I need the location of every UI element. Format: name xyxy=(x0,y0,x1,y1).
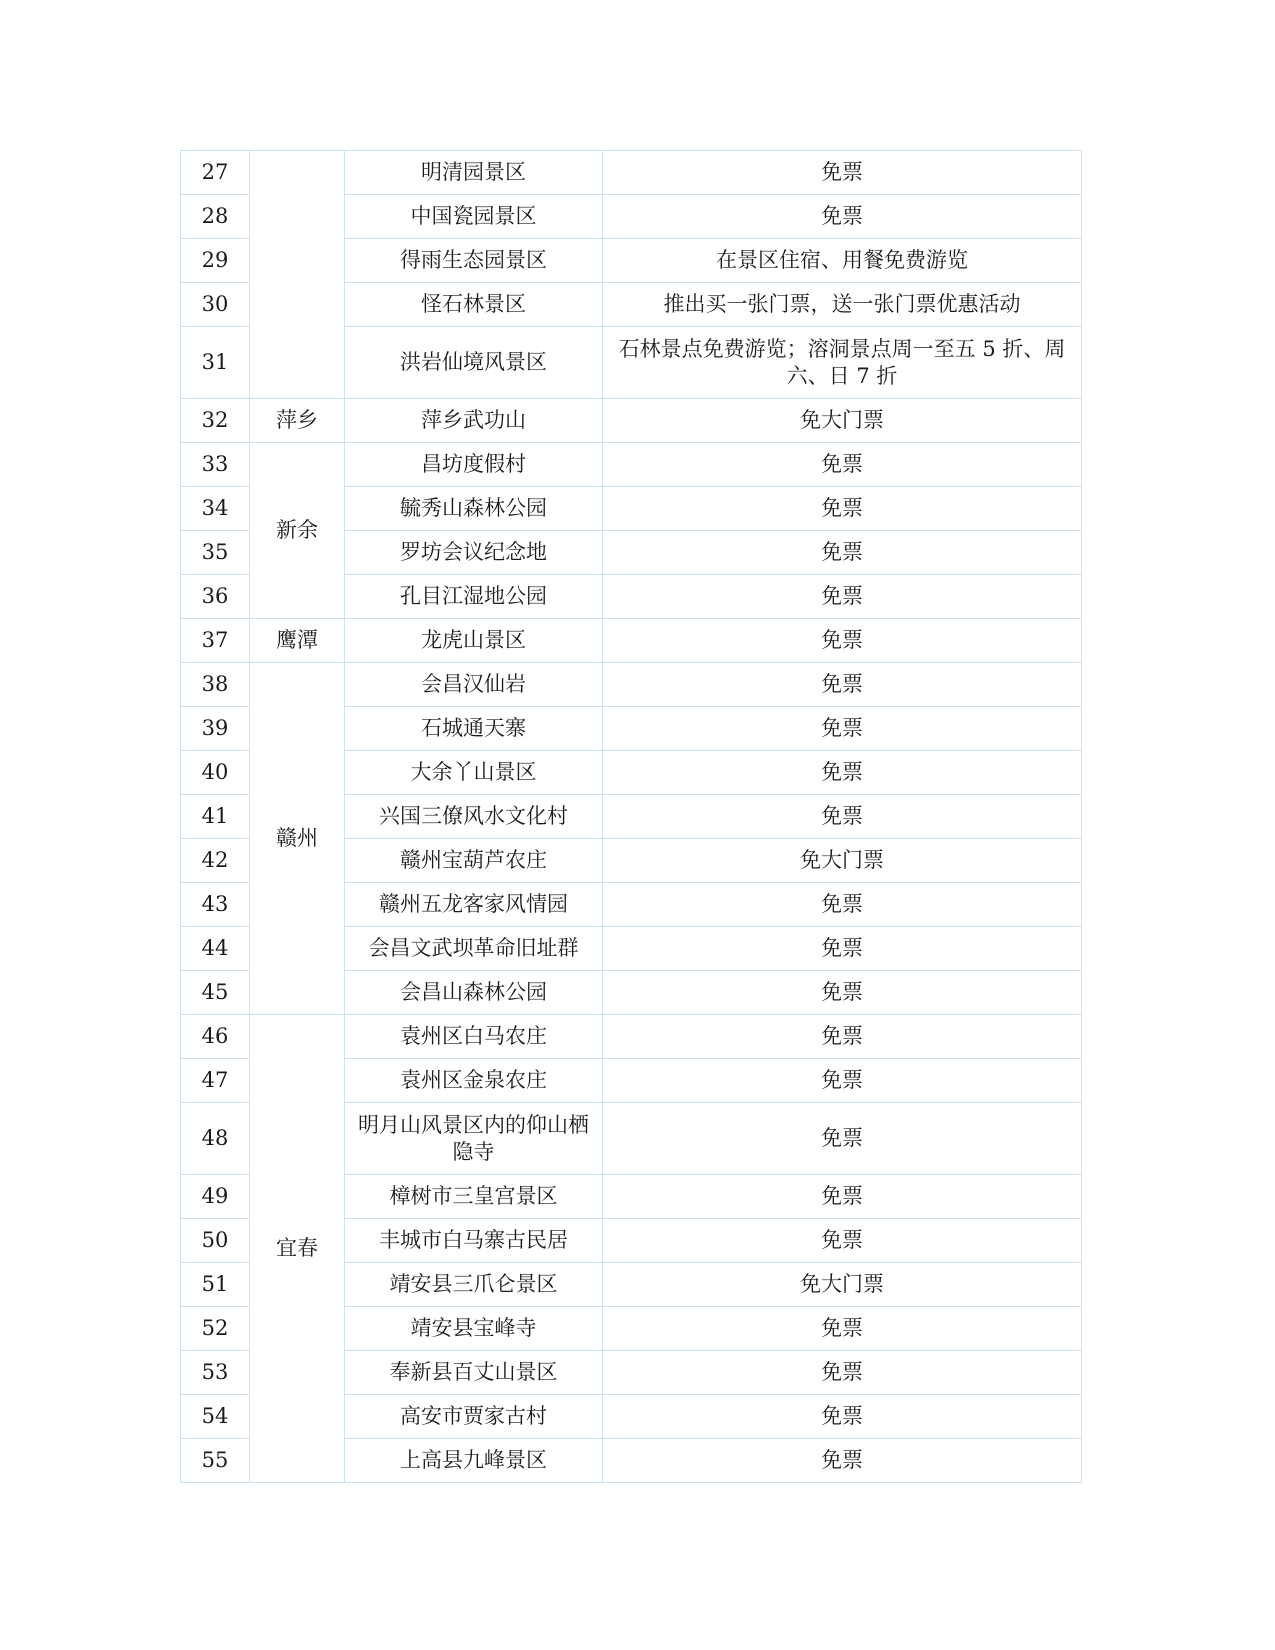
row-number: 30 xyxy=(181,283,250,327)
scenic-spot-name: 孔目江湿地公园 xyxy=(345,575,603,619)
scenic-spot-name: 会昌汉仙岩 xyxy=(345,663,603,707)
scenic-spot-name: 龙虎山景区 xyxy=(345,619,603,663)
table-row xyxy=(181,619,1082,663)
row-number: 37 xyxy=(181,619,250,663)
row-number: 48 xyxy=(181,1103,250,1175)
scenic-spot-name: 赣州宝葫芦农庄 xyxy=(345,839,603,883)
row-number: 42 xyxy=(181,839,250,883)
ticket-policy: 在景区住宿、用餐免费游览 xyxy=(603,239,1082,283)
scenic-spot-name: 会昌文武坝革命旧址群 xyxy=(345,927,603,971)
scenic-spot-name: 洪岩仙境风景区 xyxy=(345,327,603,399)
ticket-policy: 免票 xyxy=(603,751,1082,795)
scenic-spot-name: 奉新县百丈山景区 xyxy=(345,1351,603,1395)
scenic-spot-name: 赣州五龙客家风情园 xyxy=(345,883,603,927)
city-cell: 新余 xyxy=(250,443,345,619)
ticket-policy: 免票 xyxy=(603,531,1082,575)
row-number: 31 xyxy=(181,327,250,399)
row-number: 43 xyxy=(181,883,250,927)
ticket-policy: 免票 xyxy=(603,619,1082,663)
row-number: 45 xyxy=(181,971,250,1015)
ticket-policy: 免大门票 xyxy=(603,399,1082,443)
ticket-policy: 免票 xyxy=(603,795,1082,839)
scenic-spot-name: 兴国三僚风水文化村 xyxy=(345,795,603,839)
row-number: 55 xyxy=(181,1439,250,1483)
row-number: 50 xyxy=(181,1219,250,1263)
scenic-spot-name: 丰城市白马寨古民居 xyxy=(345,1219,603,1263)
row-number: 44 xyxy=(181,927,250,971)
row-number: 32 xyxy=(181,399,250,443)
table-row xyxy=(181,399,1082,443)
ticket-policy: 石林景点免费游览；溶洞景点周一至五 5 折、周六、日 7 折 xyxy=(603,327,1082,399)
table-row xyxy=(181,1015,1082,1059)
row-number: 47 xyxy=(181,1059,250,1103)
scenic-spot-name: 樟树市三皇宫景区 xyxy=(345,1175,603,1219)
ticket-policy: 免票 xyxy=(603,1307,1082,1351)
row-number: 41 xyxy=(181,795,250,839)
row-number: 29 xyxy=(181,239,250,283)
scenic-spot-name: 石城通天寨 xyxy=(345,707,603,751)
table-row xyxy=(181,443,1082,487)
scenic-spot-name: 萍乡武功山 xyxy=(345,399,603,443)
row-number: 34 xyxy=(181,487,250,531)
scenic-spot-name: 靖安县三爪仑景区 xyxy=(345,1263,603,1307)
ticket-policy: 免票 xyxy=(603,1015,1082,1059)
ticket-policy: 免票 xyxy=(603,1103,1082,1175)
ticket-policy: 免票 xyxy=(603,1175,1082,1219)
row-number: 40 xyxy=(181,751,250,795)
row-number: 52 xyxy=(181,1307,250,1351)
city-cell-continued xyxy=(250,151,345,399)
scenic-spot-name: 怪石林景区 xyxy=(345,283,603,327)
row-number: 54 xyxy=(181,1395,250,1439)
ticket-policy: 免票 xyxy=(603,575,1082,619)
city-cell: 鹰潭 xyxy=(250,619,345,663)
row-number: 36 xyxy=(181,575,250,619)
row-number: 38 xyxy=(181,663,250,707)
ticket-policy: 免票 xyxy=(603,151,1082,195)
row-number: 27 xyxy=(181,151,250,195)
ticket-policy: 免大门票 xyxy=(603,1263,1082,1307)
scenic-spot-table xyxy=(180,150,1082,1483)
scenic-spot-name: 会昌山森林公园 xyxy=(345,971,603,1015)
ticket-policy: 免票 xyxy=(603,971,1082,1015)
scenic-spot-name: 高安市贾家古村 xyxy=(345,1395,603,1439)
ticket-policy: 免票 xyxy=(603,487,1082,531)
scenic-spot-name: 靖安县宝峰寺 xyxy=(345,1307,603,1351)
scenic-spot-name: 中国瓷园景区 xyxy=(345,195,603,239)
scenic-spot-name: 袁州区白马农庄 xyxy=(345,1015,603,1059)
ticket-policy: 免票 xyxy=(603,883,1082,927)
ticket-policy: 免票 xyxy=(603,443,1082,487)
row-number: 53 xyxy=(181,1351,250,1395)
table-row xyxy=(181,663,1082,707)
ticket-policy: 免票 xyxy=(603,1395,1082,1439)
ticket-policy: 免票 xyxy=(603,707,1082,751)
scenic-spot-name: 明清园景区 xyxy=(345,151,603,195)
city-cell: 宜春 xyxy=(250,1015,345,1483)
city-cell: 萍乡 xyxy=(250,399,345,443)
scenic-spot-name: 毓秀山森林公园 xyxy=(345,487,603,531)
row-number: 35 xyxy=(181,531,250,575)
table-row xyxy=(181,151,1082,195)
scenic-spot-name: 昌坊度假村 xyxy=(345,443,603,487)
ticket-policy: 免票 xyxy=(603,927,1082,971)
scenic-spot-name: 明月山风景区内的仰山栖隐寺 xyxy=(345,1103,603,1175)
ticket-policy: 免票 xyxy=(603,663,1082,707)
row-number: 46 xyxy=(181,1015,250,1059)
ticket-policy: 推出买一张门票，送一张门票优惠活动 xyxy=(603,283,1082,327)
scenic-spot-name: 上高县九峰景区 xyxy=(345,1439,603,1483)
ticket-policy: 免票 xyxy=(603,1059,1082,1103)
ticket-policy: 免票 xyxy=(603,1219,1082,1263)
scenic-spot-name: 袁州区金泉农庄 xyxy=(345,1059,603,1103)
city-cell: 赣州 xyxy=(250,663,345,1015)
ticket-policy: 免票 xyxy=(603,195,1082,239)
scenic-spot-name: 得雨生态园景区 xyxy=(345,239,603,283)
ticket-policy: 免大门票 xyxy=(603,839,1082,883)
row-number: 33 xyxy=(181,443,250,487)
row-number: 39 xyxy=(181,707,250,751)
ticket-policy: 免票 xyxy=(603,1439,1082,1483)
row-number: 28 xyxy=(181,195,250,239)
row-number: 49 xyxy=(181,1175,250,1219)
row-number: 51 xyxy=(181,1263,250,1307)
scenic-spot-name: 大余丫山景区 xyxy=(345,751,603,795)
scenic-spot-name: 罗坊会议纪念地 xyxy=(345,531,603,575)
ticket-policy: 免票 xyxy=(603,1351,1082,1395)
